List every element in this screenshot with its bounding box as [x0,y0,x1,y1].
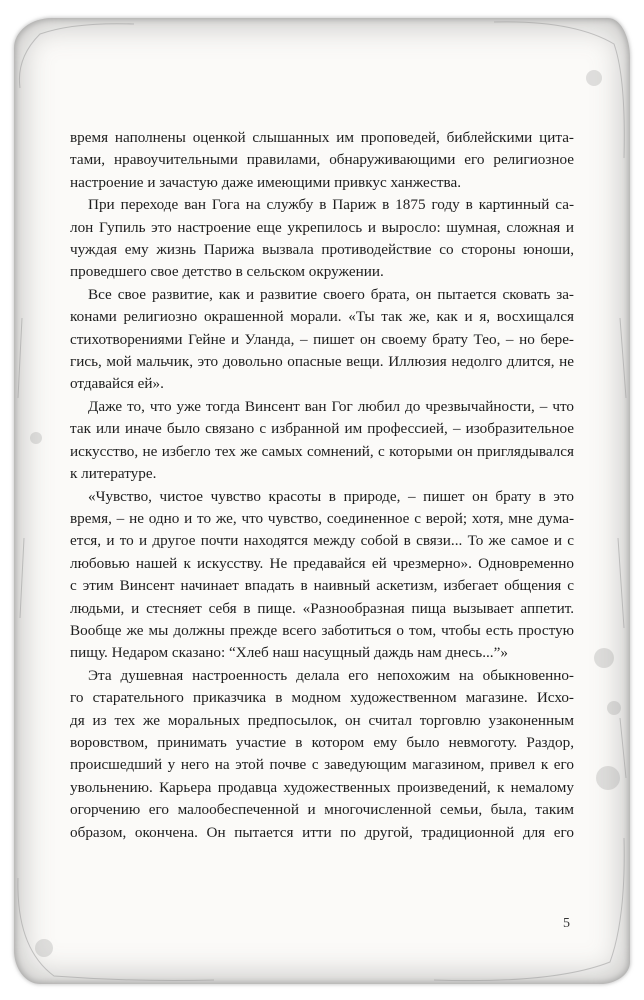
text-line: происшедший у него на этой почве с заведующим магазином, привел к его [70,756,574,774]
text-line: дя из тех же моральных предпосылок, он считал торговлю узаконенным [70,711,574,729]
text-line: так или иначе было связано с избранной им профессией, – изобразительное [70,420,574,438]
text-line: огорчению его малообеспеченной и многочисленной семьи, была, таким [70,801,574,819]
text-line: тами, нравоучительными правилами, обнаруживающими его религиозное [70,151,574,169]
text-line: Эта душевная настроенность делала его непохожим на обыкновенно- [88,666,574,684]
text-line: Все свое развитие, как и развитие своего брата, он пытается сковать за- [88,285,574,303]
text-line: проведшего свое детство в сельском окружении. [70,263,384,281]
text-line: лон Гупиль это настроение еще укрепилось и выросло: шумная, сложная и [70,218,574,236]
text-line: отдавайся ей». [70,375,164,393]
text-line: «Чувство, чистое чувство красоты в природе, – пишет он брату в это [88,487,574,505]
text-line: го старательного приказчика в модном художественном магазине. Исхо- [70,689,574,707]
body-text [70,127,574,844]
text-line: конами религиозно окрашенной морали. «Ты так же, как и я, восхищался [70,308,574,326]
text-line: Вообще же мы должны прежде всего заботиться о том, чтобы есть простую [70,621,574,639]
text-line: ется, и то и другое почти находятся между собой в связи... То же самое и с [70,532,574,550]
text-line: любовью нашей к искусству. Не предавайся ей чрезмерно». Одновременно [70,554,574,572]
page-number: 5 [563,916,570,931]
text-line: стихотворениями Гейне и Уланда, – пишет он своему брату Тео, – но бере- [70,330,574,348]
text-line: образом, окончена. Он пытается итти по другой, традиционной для его [70,823,574,841]
text-line: искусство, не избегло тех же самых сомнений, с которыми он приглядывался [70,442,574,460]
text-line: Даже то, что уже тогда Винсент ван Гог любил до чрезвычайности, – что [88,397,574,415]
text-line: к литературе. [70,465,157,483]
text-line: гись, мой мальчик, это довольно опасные вещи. Иллюзия недолго длится, не [70,353,574,371]
text-line: воровством, принимать участие в котором ему было невмоготу. Раздор, [70,733,574,751]
text-line: с этим Винсент начинает впадать в наивный аскетизм, избегает общения с [70,577,574,595]
text-line: настроение и зачастую даже имеющими привкус ханжества. [70,173,462,191]
text-line: время наполнены оценкой слышанных им проповедей, библейскими цита- [70,129,574,146]
text-line: людьми, и стесняет себя в пище. «Разнообразная пища вызывает аппетит. [70,599,574,617]
text-line: чуждая ему жизнь Парижа вызвала противодействие со стороны юноши, [70,241,574,259]
text-line: время, – не одно и то же, что чувство, соединенное с верой; хотя, мне дума- [70,509,574,527]
text-line: увольнению. Карьера продавца художественных произведений, к немалому [70,778,574,796]
text-line: При переходе ван Гога на службу в Париж в 1875 году в картинный са- [88,196,574,214]
text-line: пищу. Недаром сказано: “Хлеб наш насущный даждь нам днесь...”» [70,644,508,662]
